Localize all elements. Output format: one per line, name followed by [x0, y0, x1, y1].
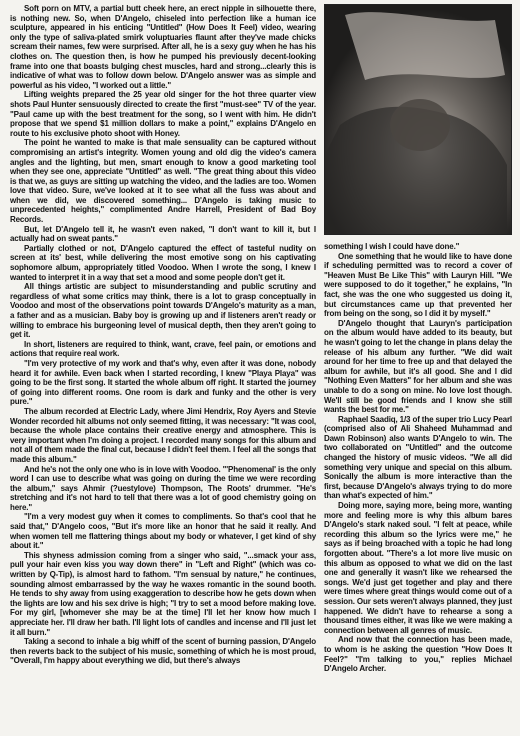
paragraph: In short, listeners are required to think, want, crave, feel pain, or emotions and actions that require real work.	[10, 339, 316, 359]
paragraph: "I'm a very modest guy when it comes to compliments. So that's cool that he said that," D'Angelo coos, "But it's more like an honor that he said it really. And when women tell me flattering things about my body or whatever, I get kind of shy about it."	[10, 512, 316, 551]
paragraph: Doing more, saying more, being more, wanting more and feeling more is why this album bares D'Angelo's stark naked soul. "I felt at peace, while recording this album so the lyrics were me," he says as if being broached with a topic he had long forgotten about. "There's a lot more live music on this album as opposed to what we did on the last one and generally it wasn't like we rehearsed the songs. We'd just get together and play and there were times where great things would come out of a session. Our sets weren't always planned, they just happened. We didn't have to rehearse a song a thousand times either, it was like we were making a connection between all genres of music.	[324, 501, 512, 635]
paragraph: Partially clothed or not, D'Angelo captured the effect of tasteful nudity on screen at its' best, while delivering the most emotive song on his captivating sophomore album, appropriately titled Voodoo. When I wrote the song, I knew I wanted to interpret it in a way that set a mood and some people don't get it.	[10, 243, 316, 282]
paragraph: D'Angelo thought that Lauryn's participation on the album would have added to its beauty, but he wasn't going to let the change in plans delay the release of his album any further. "We did wait around for her time to free up and that delayed the album for awhile, but it's all good. She and I did "Nothing Even Matters" for her album and she was unable to do a song on mine. No love lost though. We'll still be good friends and I know she still wants the best for me."	[324, 318, 512, 415]
paragraph: And now that the connection has been made, to whom is he asking the question "How Does It Feel?" "I'm talking to you," replies Michael D'Angelo Archer.	[324, 635, 512, 674]
paragraph: All things artistic are subject to misunderstanding and public scrutiny and regardless of what some critics may think, there is a lot to grasp conceptually in Voodoo and most of the observations point towards D'Angelo's maturity as a man, a father and as a musician. Baby boy is growing up and if listeners aren't ready or willing to embrace his burgeoning level of musical depth, then they aren't going to get it.	[10, 282, 316, 340]
paragraph: And he's not the only one who is in love with Voodoo. "'Phenomenal' is the only word I can use to describe what was going on during the time we were recording the album," says Ahmir (?uestylove) Thompson, The Roots' drummer. "He's stretching and it's not hard to tell that there was a lot of good chemistry going on here."	[10, 464, 316, 512]
paragraph: But, let D'Angelo tell it, he wasn't even naked, "I don't want to kill it, but I actually had on sweat pants."	[10, 224, 316, 244]
paragraph: Lifting weights prepared the 25 year old singer for the hot three quarter view shots Paul Hunter sensuously directed to create the first "must-see" TV of the year. "Paul came up with the best treatment for the song, so I went with him. He didn't propose that we spend $1 million dollars to make a point," explains D'Angelo en route to his exclusive photo shoot with Honey.	[10, 90, 316, 138]
paragraph: The album recorded at Electric Lady, where Jimi Hendrix, Roy Ayers and Stevie Wonder recorded hit albums not only seemed fitting, it was necessary: "It was cool, because the whole place contains their creative energy and atmosphere. This is very important when I'm doing a project. I recorded many songs for this album and not all of them made the final cut, because I didn't feel them. I feel all the songs that made this album."	[10, 406, 316, 464]
paragraph: Soft porn on MTV, a partial butt cheek here, an erect nipple in silhouette there, is nothing new. So, when D'Angelo, chiseled into perfection like a human ice sculpture, appeared in his enticing "Untitled" (How Does It Feel) video, wearing only the type of saliva-plated smirk voluptuaries flaunt after they've made chicks scream their names, few were surprised. After all, he is a sexy guy when he has his clothes on. The question then, is how he pumped his previously decent-looking frame into one that boasts bulging chest muscles, hard and strong...clearly this is indicative of what was to follow down below. D'Angelo answer was as simple and powerful as his video, "I worked out a little."	[10, 4, 316, 90]
left-text-column	[10, 4, 316, 666]
paragraph: something I wish I could have done."	[324, 242, 460, 251]
paragraph: The point he wanted to make is that male sensuality can be captured without compromising an artist's integrity. Women young and old dig the video's camera angles and the lighting, but men, smart enough to know a good marketing tool when they see one, appreciate "Untitled" as well. "The great thing about this video is that we, as guys are sitting up watching the video, and the ladies are too. Women love that video. Sure, we've looked at it to see what all the fuss was about and when we did, we discovered something... D'Angelo is taking music to unprecedented heights," complimented Andre Harrell, President of Bad Boy Records.	[10, 138, 316, 225]
paragraph: This shyness admission coming from a singer who said, "...smack your ass, pull your hair even kiss you way down there" in "Left and Right" (which was co-written by Q-Tip), is almost hard to fathom. "I'm sensual by nature," he continues, sounding almost embarrassed by the way he waxes romantic in the sound booth. He tends to shy away from using exaggeration to describe how he gets down when the lights are low and his sex drive is high; "I try to set a mood before making love. For my girl, [whomever she may be at the time] I'll let her know how much I appreciate her. I'll draw her bath. I'll light lots of candles and incense and I'll just let it all burn."	[10, 550, 316, 637]
paragraph: Raphael Saadiq, 1/3 of the super trio Lucy Pearl (comprised also of Ali Shaheed Muhammad and Dawn Robinson) also wants D'Angelo to win. The two collaborated on "Untitled" and the outcome changed the history of music videos. "We all did something very unique and special on this album. Sonically the album is more interactive than the first, because D'Angelo's always trying to do more than what's expected of him."	[324, 414, 512, 501]
paragraph: Taking a second to inhale a big whiff of the scent of burning passion, D'Angelo then reverts back to the subject of his music, something of which he is most proud, "Overall, I'm happy about everything we did, but there's always	[10, 637, 316, 666]
paragraph: "I'm very protective of my work and that's why, even after it was done, nobody heard it for awhile. Even back when I started recording, I knew "Playa Playa" was going to be the first song. It started the whole album off right. It started the journey of going into different rooms. One room is dark and funky and the other is very pure."	[10, 358, 316, 407]
right-text-column	[324, 242, 512, 674]
portrait-photo	[324, 4, 512, 235]
right-photo-column	[324, 4, 512, 241]
portrait-image-placeholder	[325, 5, 512, 235]
paragraph: One something that he would like to have done if scheduling permitted was to record a cover of "Heaven Must Be Like This" with Lauryn Hill. "We were supposed to do it together," he explains, "In fact, she was the one who suggested us doing it, but circumstances came up that prevented her from being on the song, so I did it by myself."	[324, 251, 512, 319]
